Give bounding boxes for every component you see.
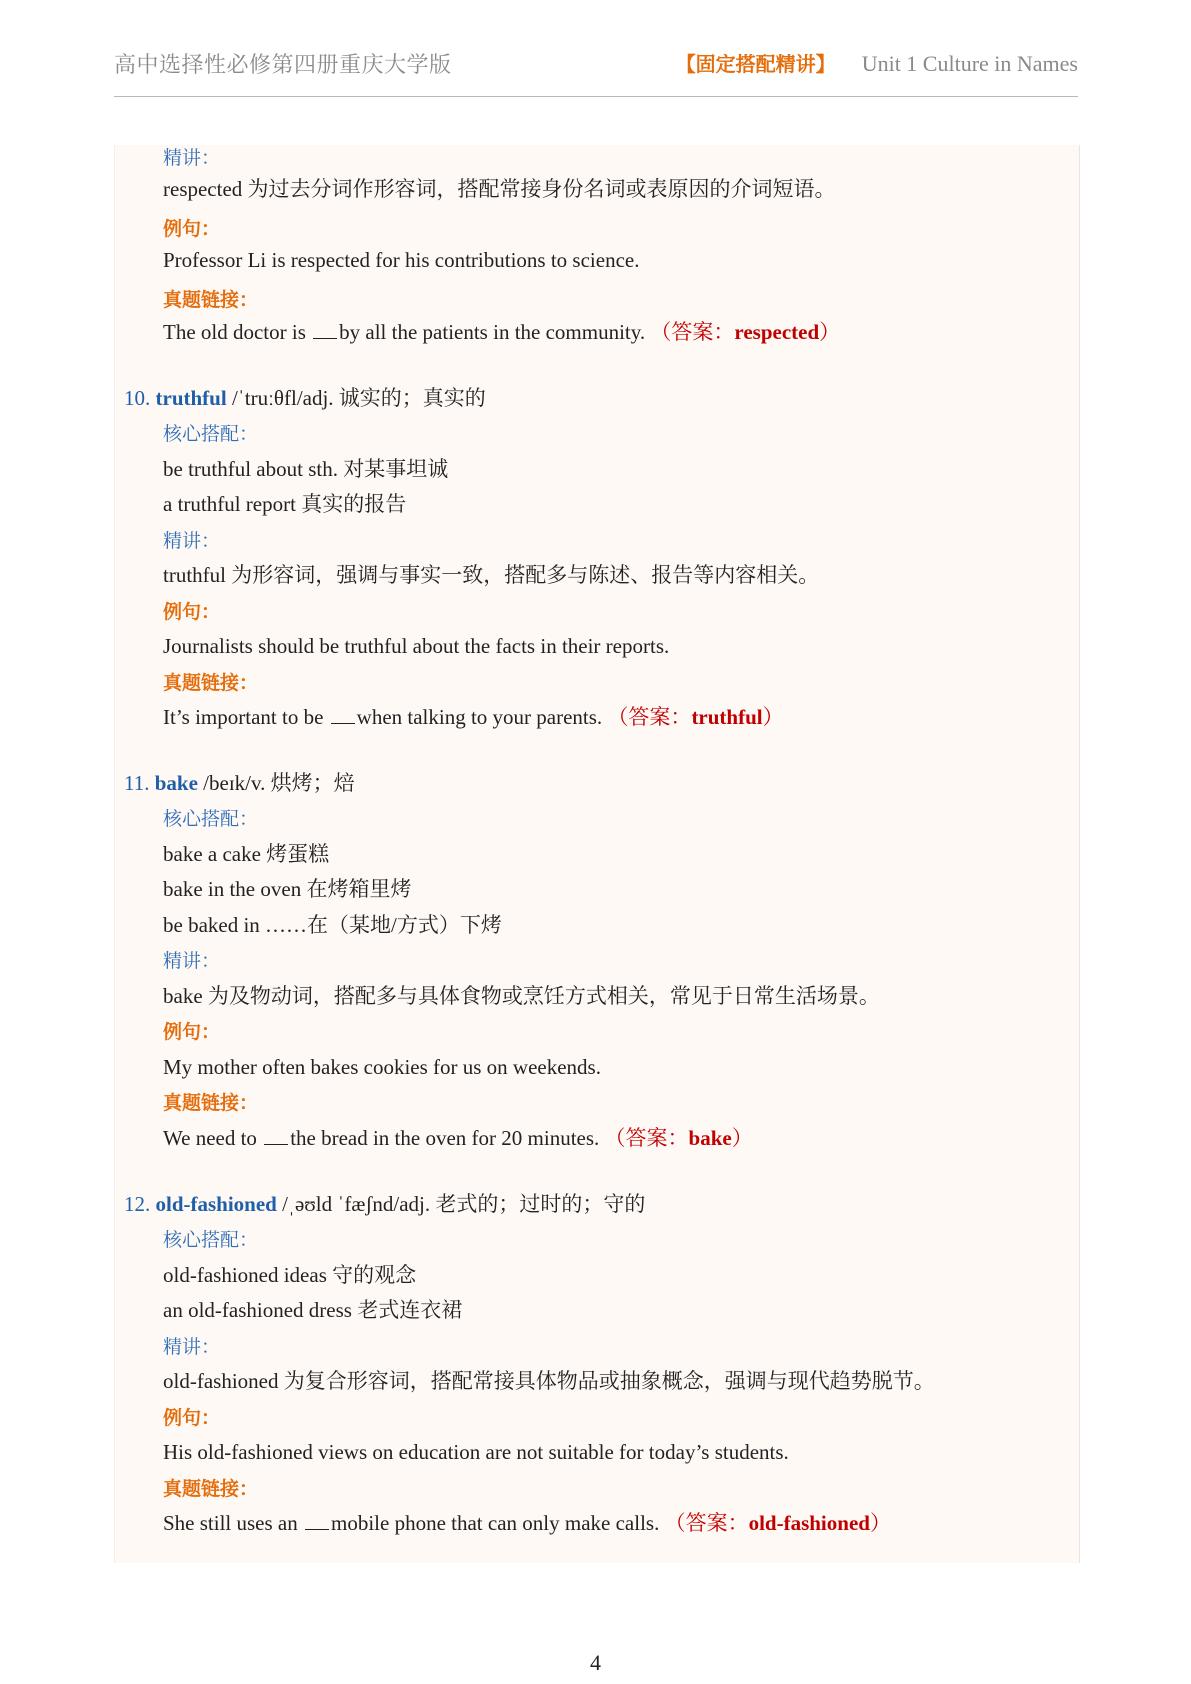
example-label: 例句： [163, 601, 221, 623]
entry-heading: 10. truthful /ˈtruːθfl/adj. 诚实的；真实的 [124, 386, 486, 410]
entry-word: truthful [155, 386, 227, 410]
header-right [676, 48, 1078, 77]
example-text: Journalists should be truthful about the facts in their reports. [163, 634, 670, 658]
exam-question: It’s important to be when talking to your parents. （答案：truthful） [163, 705, 784, 729]
explain-label: 精讲： [163, 530, 221, 552]
example-label: 例句： [163, 218, 221, 240]
example-label: 例句： [163, 1021, 221, 1043]
answer: （答案：old-fashioned） [664, 1511, 891, 1535]
entry-word: old-fashioned [155, 1192, 277, 1216]
answer: （答案：truthful） [607, 705, 784, 729]
collocation: a truthful report 真实的报告 [163, 492, 407, 516]
book-title: 高中选择性必修第四册重庆大学版 [114, 52, 452, 77]
explain-text: bake 为及物动词，搭配多与具体食物或烹饪方式相关，常见于日常生活场景。 [163, 984, 880, 1008]
answer-blank [331, 705, 355, 724]
answer: （答案：bake） [604, 1126, 753, 1150]
exam-label: 真题链接： [163, 672, 259, 694]
collocation: be truthful about sth. 对某事坦诚 [163, 457, 449, 481]
explain-label: 精讲： [163, 1336, 221, 1358]
answer-blank [264, 1126, 288, 1145]
exam-label: 真题链接： [163, 1478, 259, 1500]
explain-label: 精讲： [163, 147, 221, 169]
answer-blank [305, 1511, 329, 1530]
explain-label: 精讲： [163, 950, 221, 972]
explain-text: truthful 为形容词，强调与事实一致，搭配多与陈述、报告等内容相关。 [163, 563, 820, 587]
example-text: His old-fashioned views on education are not suitable for today’s students. [163, 1440, 789, 1464]
page-header [114, 44, 1078, 97]
entry-heading: 12. old-fashioned /ˌəʊld ˈfæʃnd/adj. 老式的；过时的；守的 [124, 1192, 646, 1216]
unit-title: Unit 1 Culture in Names [861, 51, 1078, 76]
core-label: 核心搭配： [163, 808, 259, 830]
exam-question: She still uses an mobile phone that can only make calls. （答案：old-fashioned） [163, 1511, 891, 1535]
exam-question: We need to the bread in the oven for 20 minutes. （答案：bake） [163, 1126, 753, 1150]
core-label: 核心搭配： [163, 1229, 259, 1251]
exam-label: 真题链接： [163, 289, 259, 311]
answer-blank [313, 320, 337, 339]
explain-text: old-fashioned 为复合形容词，搭配常接具体物品或抽象概念，强调与现代趋势脱节。 [163, 1369, 935, 1393]
collocation: an old-fashioned dress 老式连衣裙 [163, 1298, 463, 1322]
entry-heading: 11. bake /beɪk/v. 烘烤；焙 [124, 771, 355, 795]
collocation: old-fashioned ideas 守的观念 [163, 1263, 417, 1287]
exam-label: 真题链接： [163, 1092, 259, 1114]
answer: （答案：respected） [650, 320, 841, 344]
page-number: 4 [590, 1650, 601, 1675]
exam-question: The old doctor is by all the patients in the community. （答案：respected） [163, 320, 841, 344]
section-tag: 【固定搭配精讲】 [675, 52, 836, 76]
example-text: My mother often bakes cookies for us on weekends. [163, 1055, 601, 1079]
entry-word: bake [154, 771, 198, 795]
collocation: bake in the oven 在烤箱里烤 [163, 877, 412, 901]
explain-text: respected 为过去分词作形容词，搭配常接身份名词或表原因的介词短语。 [163, 177, 836, 201]
collocation: bake a cake 烤蛋糕 [163, 842, 330, 866]
example-text: Professor Li is respected for his contributions to science. [163, 248, 640, 272]
collocation: be baked in ……在（某地/方式）下烤 [163, 913, 502, 937]
core-label: 核心搭配： [163, 423, 259, 445]
example-label: 例句： [163, 1407, 221, 1429]
